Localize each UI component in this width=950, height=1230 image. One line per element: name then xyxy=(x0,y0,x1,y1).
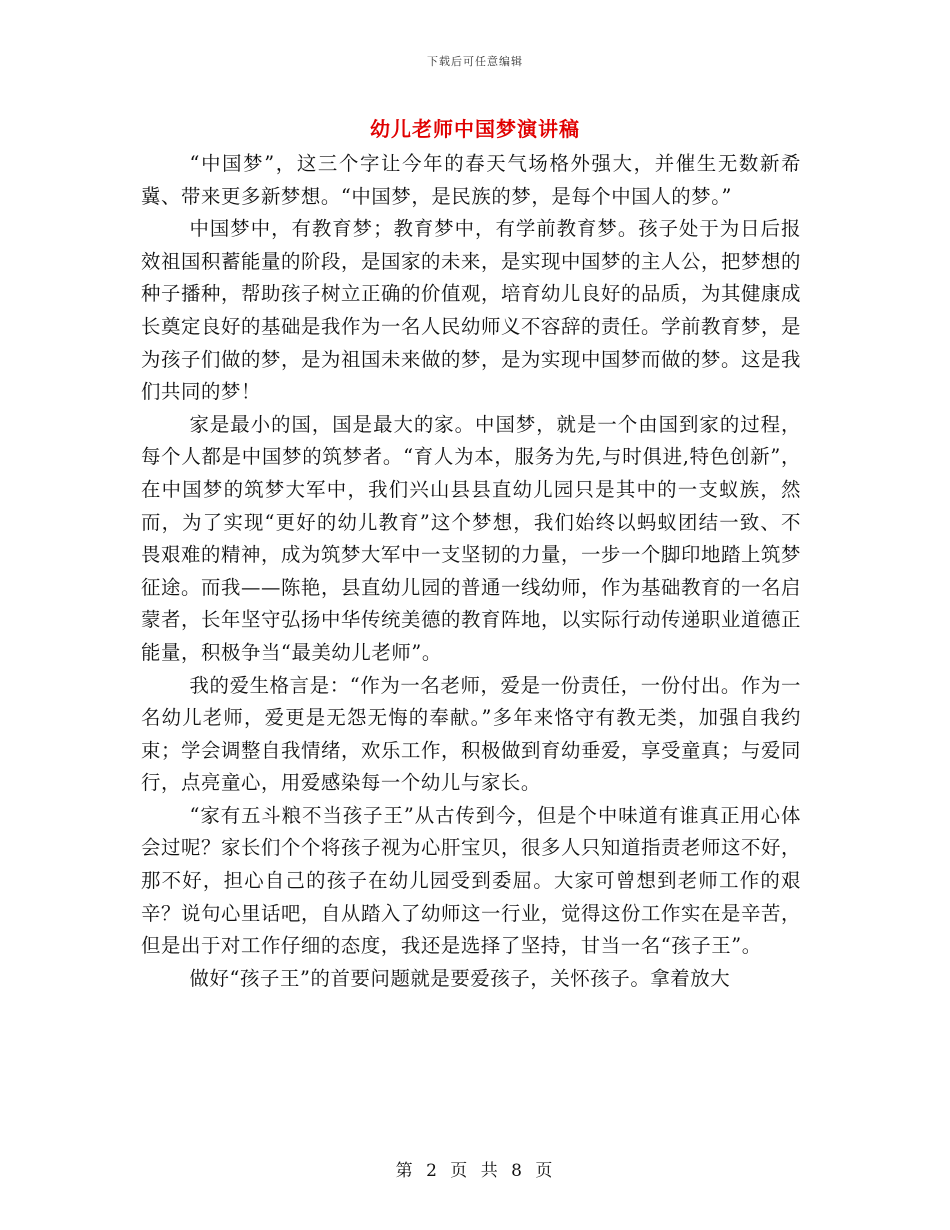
page-header-note: 下载后可任意编辑 xyxy=(427,55,523,68)
document-body xyxy=(141,148,801,995)
document-title: 幼儿老师中国梦演讲稿 xyxy=(370,117,580,141)
paragraph: 我的爱生格言是：“作为一名老师，爱是一份责任，一份付出。作为一名幼儿老师，爱更是无怨无悔的奉献。”多年来恪守有教无类，加强自我约束；学会调整自我情绪，欢乐工作，积极做到育幼垂爱，享受童真；与爱同行，点亮童心，用爱感染每一个幼儿与家长。 xyxy=(141,673,801,795)
paragraph: 中国梦中，有教育梦；教育梦中，有学前教育梦。孩子处于为日后报效祖国积蓄能量的阶段，是国家的未来，是实现中国梦的主人公，把梦想的种子播种，帮助孩子树立正确的价值观，培育幼儿良好的品质，为其健康成长奠定良好的基础是我作为一名人民幼师义不容辞的责任。学前教育梦，是为孩子们做的梦，是为祖国未来做的梦，是为实现中国梦而做的梦。这是我们共同的梦！ xyxy=(141,217,801,404)
paragraph: “家有五斗粮不当孩子王”从古传到今，但是个中味道有谁真正用心体会过呢？家长们个个将孩子视为心肝宝贝，很多人只知道指责老师这不好，那不好，担心自己的孩子在幼儿园受到委屈。大家可曾想到老师工作的艰辛？说句心里话吧，自从踏入了幼师这一行业，觉得这份工作实在是辛苦，但是出于对工作仔细的态度，我还是选择了坚持，甘当一名“孩子王”。 xyxy=(141,803,801,958)
paragraph: 做好“孩子王”的首要问题就是要爱孩子，关怀孩子。拿着放大 xyxy=(189,966,731,990)
page-number-footer: 第 2 页 共 8 页 xyxy=(395,1161,555,1181)
paragraph: “中国梦”，这三个字让今年的春天气场格外强大，并催生无数新希冀、带来更多新梦想。“中国梦，是民族的梦，是每个中国人的梦。” xyxy=(141,152,801,208)
paragraph: 家是最小的国，国是最大的家。中国梦，就是一个由国到家的过程，每个人都是中国梦的筑梦者。“育人为本，服务为先,与时俱进,特色创新”，在中国梦的筑梦大军中，我们兴山县县直幼儿园只是其中的一支蚁族，然而，为了实现“更好的幼儿教育”这个梦想，我们始终以蚂蚁团结一致、不畏艰难的精神，成为筑梦大军中一支坚韧的力量，一步一个脚印地踏上筑梦征途。而我——陈艳，县直幼儿园的普通一线幼师，作为基础教育的一名启蒙者，长年坚守弘扬中华传统美德的教育阵地，以实际行动传递职业道德正能量，积极争当“最美幼儿老师”。 xyxy=(141,412,801,664)
